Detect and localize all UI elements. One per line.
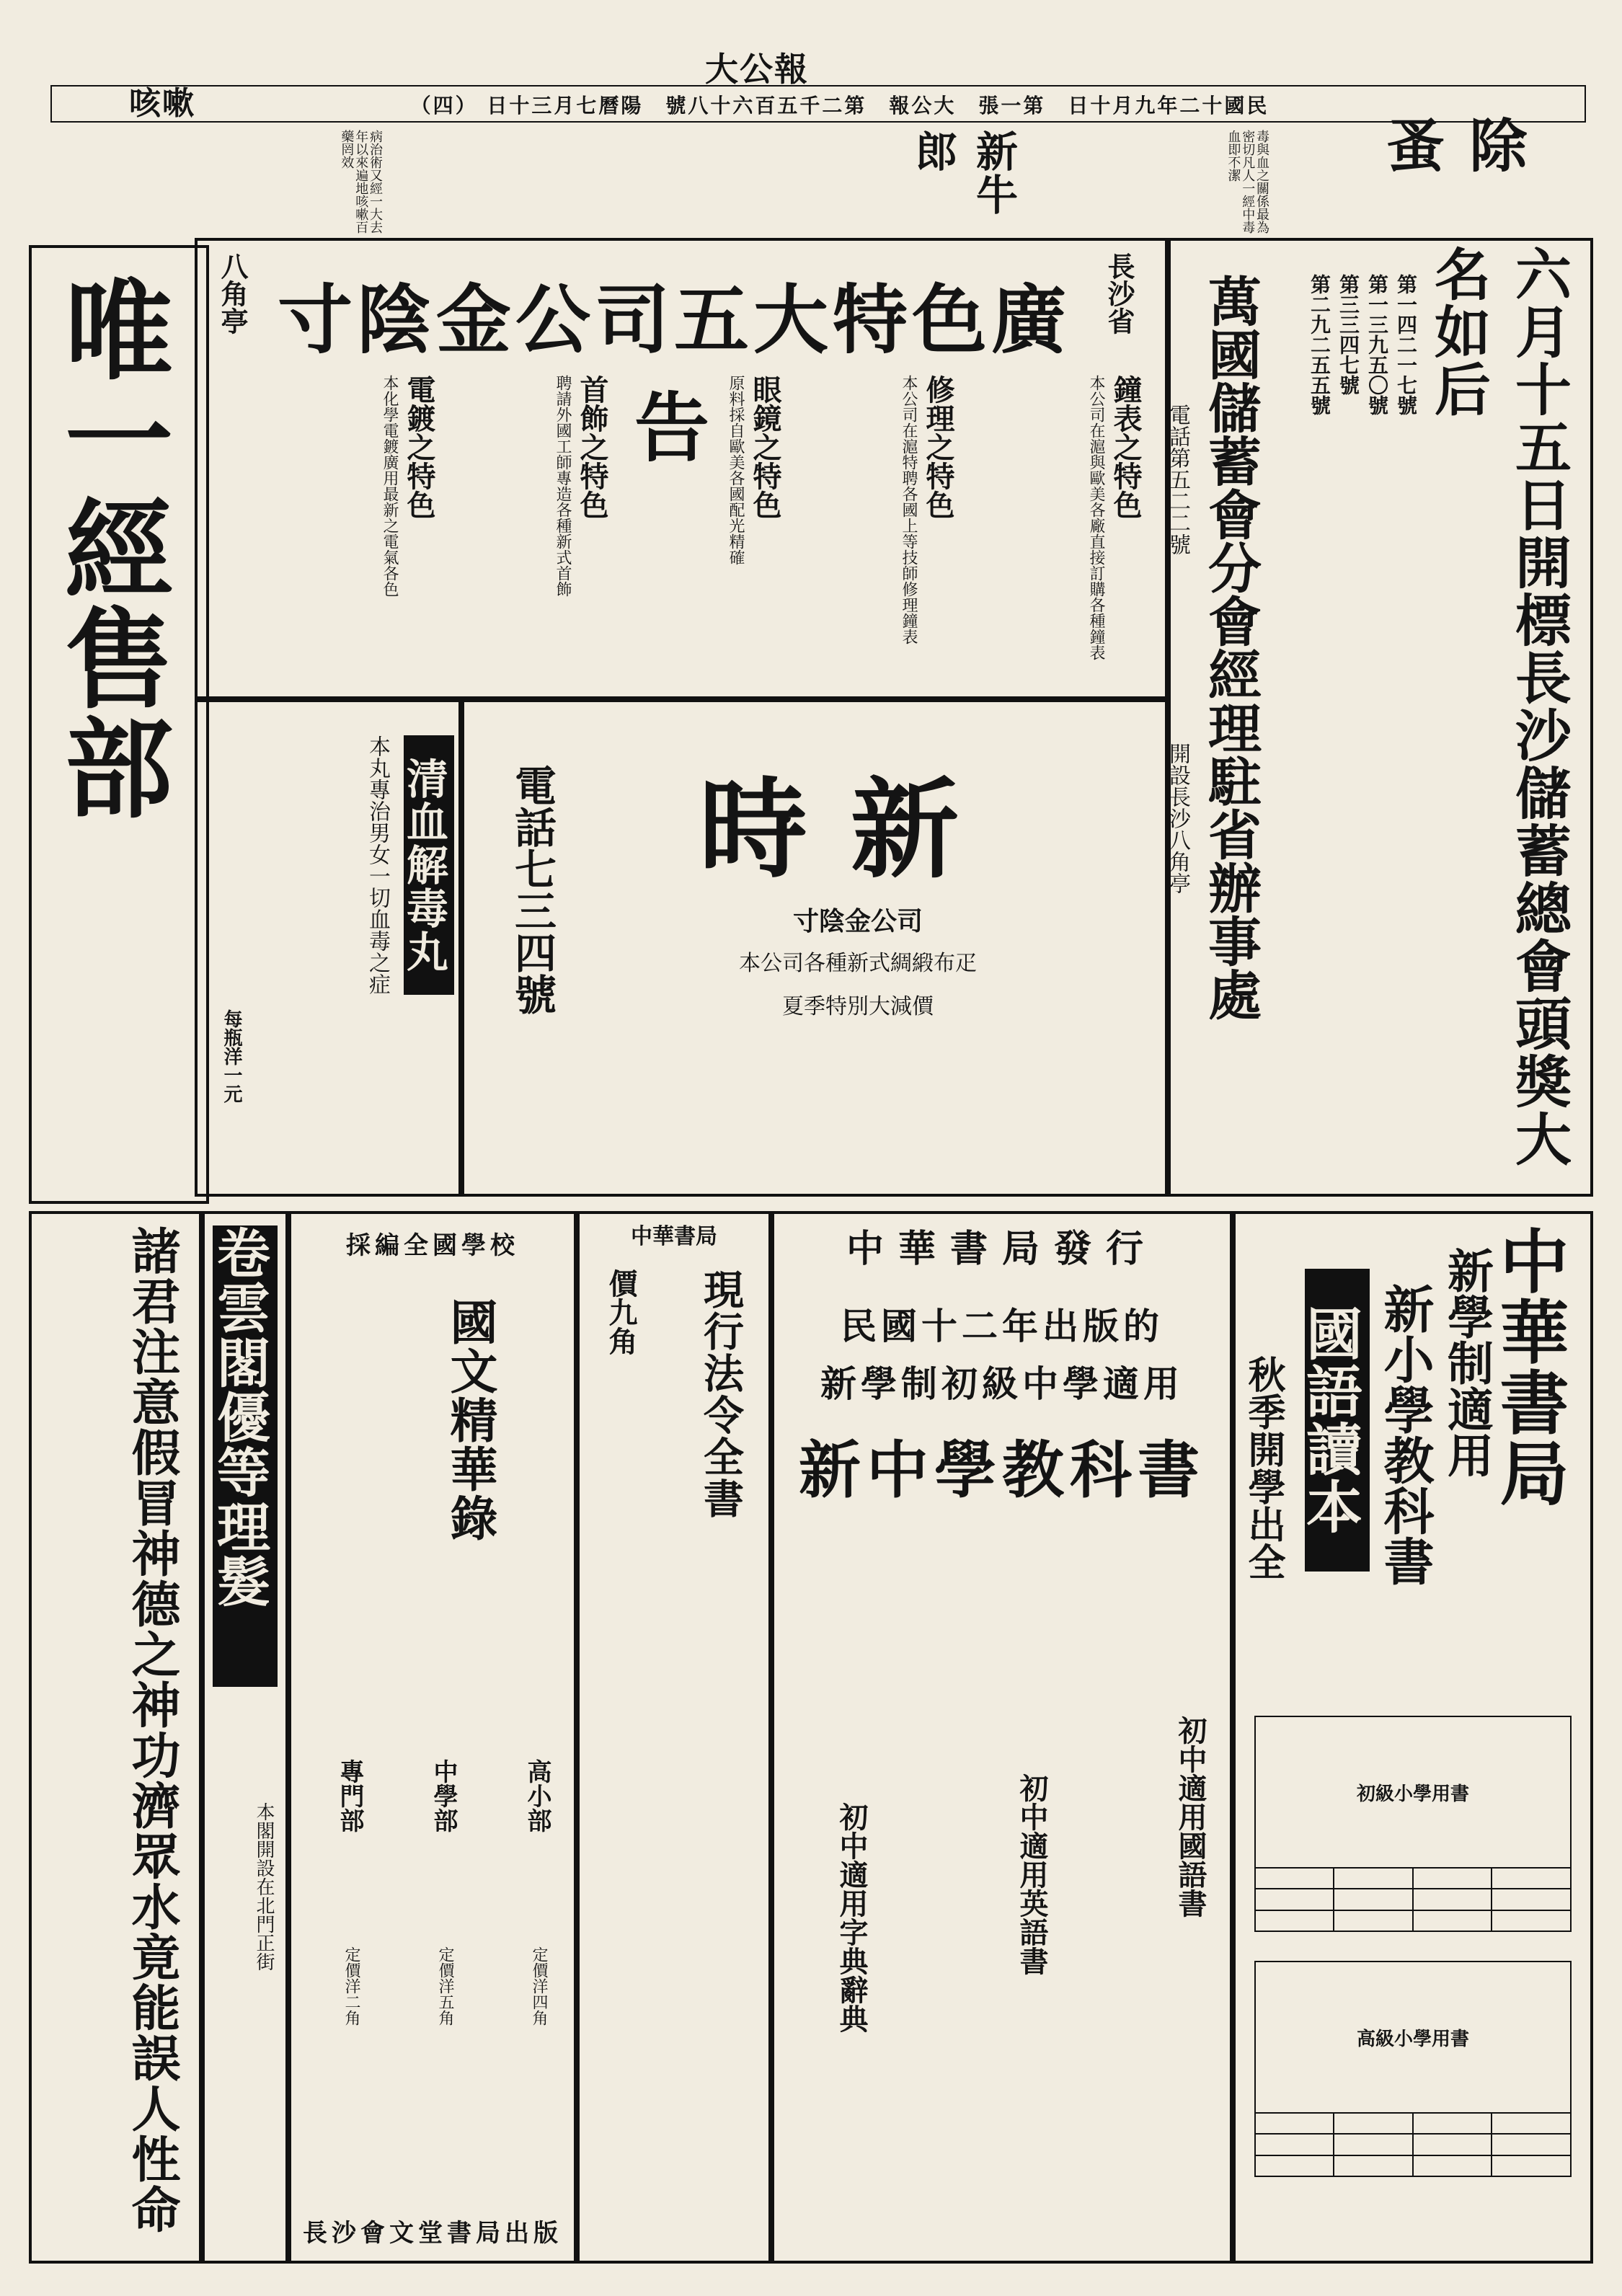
- guowen-price-2: 定價洋五角: [436, 1946, 454, 2026]
- guowen-title: 國文精華錄: [442, 1298, 498, 1543]
- feature-4-text: 聘請外國工師專造各種新式首飾: [554, 375, 572, 597]
- winner-3: 第三三四七號: [1337, 274, 1360, 395]
- zhonghua-subtitle: 新學制初級中學適用: [820, 1362, 1184, 1405]
- zhonghua-cat-3: 初中適用字典辭典: [835, 1802, 869, 2033]
- zhonghua-side-season: 秋季開學出全: [1241, 1355, 1285, 1580]
- changsha-heading: 寸陰金公司五大特色廣告: [277, 275, 1071, 472]
- guowen-dept-3: 專門部: [335, 1759, 364, 1832]
- juanyun-text: 本閣開設在北門正街: [253, 1802, 275, 1971]
- guowen-price-3: 定價洋二角: [342, 1946, 360, 2026]
- feature-2-title: 修理之特色: [921, 375, 955, 519]
- law-book-price: 價九角: [604, 1269, 638, 1355]
- feature-1-text: 本公司在滬與歐美各廠直接訂購各種鐘表: [1087, 375, 1105, 660]
- savings-phone: 電話第五二二號: [1165, 404, 1190, 555]
- savings-title: 萬國儲蓄會分會經理駐省辦事處: [1200, 274, 1262, 1021]
- book-table-2: [1254, 1961, 1572, 2177]
- medicine-name: 清血解毒丸: [404, 735, 454, 995]
- shixin-note-1: 本公司各種新式綢緞布疋: [739, 951, 977, 976]
- feature-4: [461, 375, 613, 685]
- flag-title: 新牛郎: [908, 130, 1018, 216]
- medicine-price: 每瓶洋一元: [221, 1009, 242, 1103]
- paper-name: 大公報: [705, 50, 809, 89]
- guowen-dept-1: 高小部: [523, 1759, 551, 1832]
- shixin-brand: 時新: [699, 766, 1002, 893]
- changsha-location: 長沙省: [1103, 252, 1135, 334]
- feature-2: [807, 375, 959, 685]
- law-book-title: 現行法令全書: [697, 1269, 745, 1520]
- medicine-text: 本丸專治男女一切血毒之症: [365, 735, 390, 995]
- savings-address: 開設長沙八角亭: [1165, 743, 1190, 894]
- left-tag: 咳嗽: [129, 85, 195, 122]
- guowen-ad: [288, 1211, 577, 2264]
- feature-3: [634, 375, 786, 685]
- zhonghua-side-publisher: 中華書局: [1489, 1225, 1570, 1508]
- zhonghua-main: 新中學教科書: [799, 1434, 1205, 1507]
- shixin-tagline: 寸陰金公司: [792, 906, 923, 936]
- feature-2-text: 本公司在滬特聘各國上等技師修理鐘表: [900, 375, 918, 644]
- news-right: 毒與血之關係最為密切凡人一經中毒血即不潔: [1226, 130, 1269, 234]
- zhonghua-headline: 民國十二年出版的: [841, 1305, 1164, 1347]
- guowen-heading: 採編全國學校: [346, 1231, 519, 1260]
- guowen-dept-2: 中學部: [429, 1759, 458, 1832]
- guowen-publisher: 長沙會文堂書局出版: [303, 2219, 562, 2248]
- fake-warning-title: 諸君注意假冒神德之神功濟眾水竟能誤人性命: [123, 1225, 181, 2235]
- zhonghua-cat-1: 初中適用國語書: [1174, 1716, 1207, 1918]
- feature-5-title: 電鍍之特色: [402, 375, 436, 519]
- feature-5: [288, 375, 440, 685]
- winner-4: 第二九二五五號: [1308, 274, 1331, 415]
- changsha-sub-location: 八角亭: [216, 252, 249, 334]
- zhonghua-cat-2: 初中適用英語書: [1015, 1773, 1049, 1975]
- book-table-1-title: 初級小學用書: [1255, 1716, 1571, 1868]
- shixin-note-2: 夏季特別大減價: [782, 994, 934, 1019]
- lottery-title: 六月十五日開標長沙儲蓄總會頭獎大名如后: [1425, 245, 1572, 1168]
- book-table-2-title: 高級小學用書: [1255, 1962, 1571, 2113]
- book-table-1: [1254, 1716, 1572, 1932]
- winner-1: 第一四二一七號: [1394, 274, 1418, 415]
- zhonghua-side-tag: 國語讀本: [1305, 1269, 1370, 1572]
- shixin-phone: 電話七三四號: [508, 764, 557, 1015]
- left-banner-text: 唯一經售部: [46, 274, 173, 822]
- feature-3-title: 眼鏡之特色: [748, 375, 782, 519]
- feature-4-title: 首飾之特色: [575, 375, 609, 519]
- feature-3-text: 原料採自歐美各國配光精確: [727, 375, 745, 565]
- juanyun-title: 卷雲閣優等理髮: [213, 1225, 278, 1687]
- feature-1: [995, 375, 1146, 685]
- issue-line: （四） 日十三月七曆陽 號八十六百五千二第 報公大 張一第 日十月九年二十國民: [410, 94, 1269, 118]
- news-left: 病治術又經一大去年以來遍地咳嗽百藥罔效: [339, 130, 383, 234]
- winner-2: 第一三九五〇號: [1365, 274, 1389, 415]
- law-book-publisher: 中華書局: [631, 1224, 717, 1249]
- right-tag: 除蚤: [1377, 115, 1528, 174]
- zhonghua-side-line2: 新小學教科書: [1375, 1283, 1435, 1586]
- feature-5-text: 本化學電鍍廣用最新之電氣各色: [381, 375, 399, 597]
- feature-1-title: 鐘表之特色: [1109, 375, 1143, 519]
- zhonghua-side-line1: 新學制適用: [1440, 1247, 1494, 1478]
- guowen-price-1: 定價洋四角: [530, 1946, 548, 2026]
- zhonghua-title: 中華書局發行: [846, 1227, 1158, 1271]
